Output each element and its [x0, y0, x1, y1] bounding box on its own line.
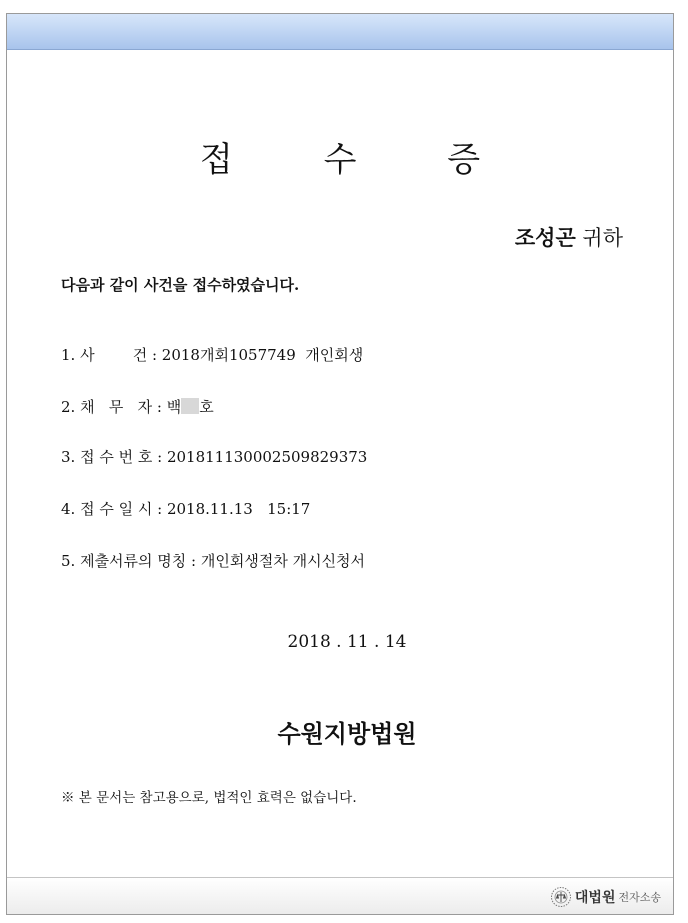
logo-sub-text: 전자소송 — [618, 891, 661, 904]
debtor-name-prefix: 백 — [166, 398, 182, 416]
item-label: 5. 제출서류의 명칭 : — [61, 552, 201, 570]
recipient — [515, 222, 623, 252]
top-bar — [7, 14, 673, 50]
item-receipt-number — [61, 446, 367, 467]
footer-bar — [7, 877, 673, 914]
item-label: 2. 채 무 자 : — [61, 398, 167, 416]
footer-logo — [550, 886, 661, 908]
recipient-suffix: 귀하 — [575, 226, 623, 250]
item-debtor — [61, 396, 214, 417]
item-value: 20181113000250982937​3 — [166, 448, 368, 466]
item-label: 4. 접 수 일 시 : — [61, 500, 167, 518]
item-document-name — [61, 550, 365, 571]
logo-main-text: 대법원 — [574, 890, 616, 906]
issue-date: 2018 . 11 . 14 — [287, 632, 407, 652]
document-frame — [6, 13, 674, 915]
recipient-name: 조성곤 — [514, 225, 576, 250]
item-label: 3. 접 수 번 호 : — [61, 448, 167, 466]
masked-text — [181, 398, 199, 414]
item-value: 2018.11.13 15:17 — [166, 500, 311, 518]
notice-text: ※ 본 문서는 참고용으로, 법적인 효력은 없습니다. — [61, 790, 357, 806]
debtor-name-suffix: 호 — [199, 398, 214, 416]
intro-text: 다음과 같이 사건을 접수하였습니다. — [61, 276, 300, 294]
item-value: 개인회생절차 개시신청서 — [200, 552, 366, 570]
item-case — [61, 344, 363, 365]
supreme-court-emblem-icon — [550, 886, 572, 908]
document-title: 접 수 증 — [199, 140, 521, 180]
court-name: 수원지방법원 — [277, 719, 417, 748]
item-label: 1. 사 건 : — [61, 346, 162, 364]
item-receipt-datetime — [61, 498, 310, 519]
item-value: 2018개회1057749 개인회생 — [161, 346, 364, 364]
